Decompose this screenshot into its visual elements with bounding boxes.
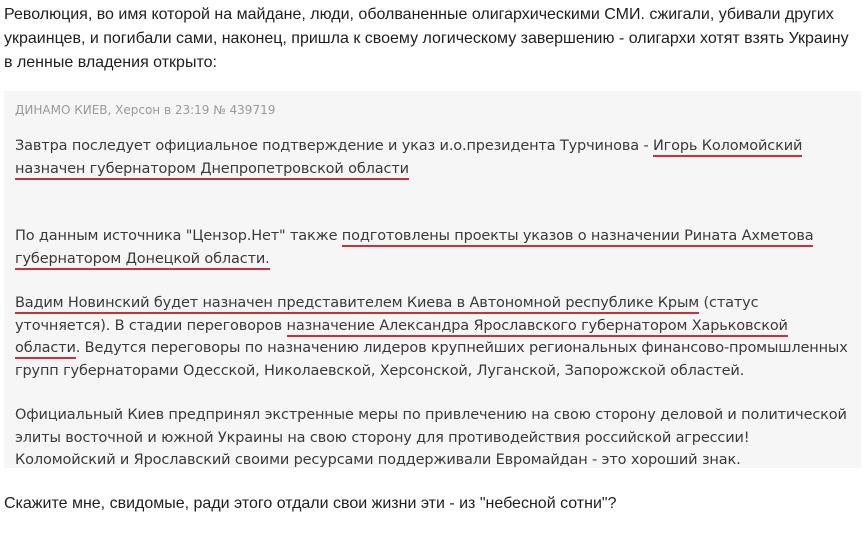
- quote-paragraph-3: [15, 292, 849, 382]
- quote-paragraph-4: Официальный Киев предпринял экстренные меры по привлечению на свою сторону деловой и политической элиты восточной и южной Украины на свою сторону для противодействия российской агрессии!Коломойский и Ярославский своими ресурсами поддерживали Евромайдан - это хороший знак.: [15, 407, 847, 468]
- quote-paragraph-1: [15, 135, 849, 180]
- underlined-text: подготовлены проекты указов о назначении Рината Ахметова губернатором Донецкой области.: [15, 228, 813, 270]
- post-meta: ДИНАМО КИЕВ, Херсон в 23:19 № 439719: [15, 103, 276, 117]
- intro-paragraph: Революция, во имя которой на майдане, люди, оболваненные олигархическими СМИ. сжигали, убивали других украинцев, и погибали сами, наконец, пришла к своему логическому завершению - олигархи хотят взять Украину в ленные владения открыто:: [4, 6, 849, 71]
- underlined-text: назначение Александра Ярославского губернатором Харьковской области: [15, 318, 788, 360]
- quote-text: Завтра последует официальное подтверждение и указ и.о.президента Турчинова -: [15, 138, 653, 154]
- outro-paragraph: Скажите мне, свидомые, ради этого отдали свои жизни эти - из "небесной сотни"?: [4, 495, 617, 512]
- underlined-text: Игорь Коломойский назначен губернатором Днепропетровской области: [15, 138, 802, 180]
- quote-text: (статус уточняется). В стадии переговоров: [15, 295, 759, 334]
- underlined-text: Вадим Новинский будет назначен представителем Киева в Автономной республике Крым: [15, 295, 699, 314]
- quote-paragraph-2: [15, 225, 849, 270]
- quote-text: . Ведутся переговоры по назначению лидеров крупнейших региональных финансово-промышленных групп губернаторами Одесской, Николаевской, Херсонской, Луганской, Запорожской областей.: [15, 340, 848, 379]
- quote-text: По данным источника "Цензор.Нет" также: [15, 228, 342, 244]
- quoted-post: [4, 91, 861, 468]
